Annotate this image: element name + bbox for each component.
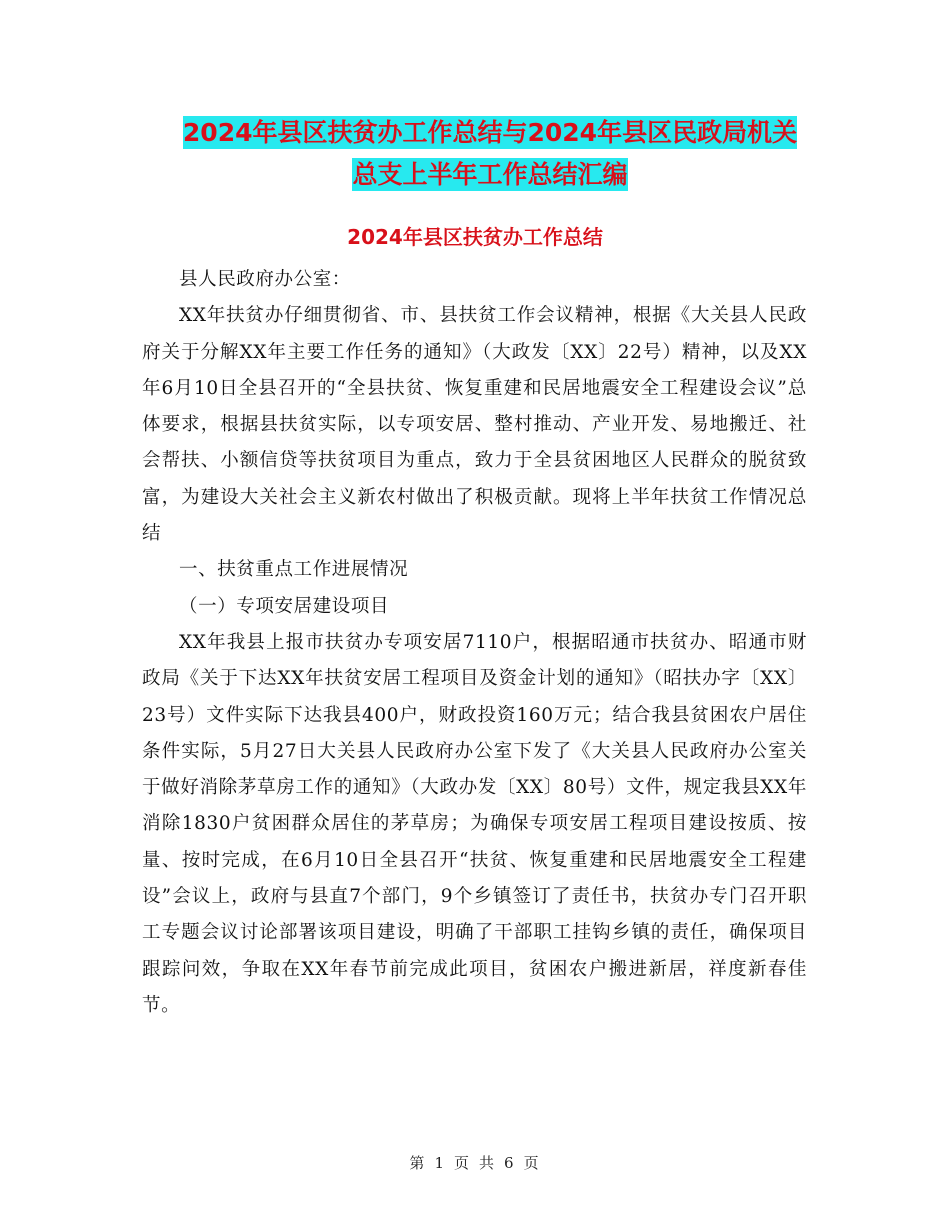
page-label: 第 bbox=[409, 1154, 427, 1172]
page-label: 页 bbox=[523, 1154, 541, 1172]
page-label: 页 bbox=[453, 1154, 471, 1172]
paragraph: XX年扶贫办仔细贯彻省、市、县扶贫工作会议精神，根据《大关县人民政府关于分解XX年主要工作任务的通知》（大政发〔XX〕22号）精神，以及XX年6月10日全县召开的“全县扶贫、恢复重建和民居地震安全工程建设会议”总体要求，根据县扶贫实际，以专项安居、整村推动、产业开发、易地搬迁、社会帮扶、小额信贷等扶贫项目为重点，致力于全县贫困地区人民群众的脱贫致富，为建设大关社会主义新农村做出了积极贡献。现将上半年扶贫工作情况总结 bbox=[142, 305, 807, 545]
subheading: 一、扶贫重点工作进展情况 bbox=[179, 559, 409, 581]
paragraph: XX年我县上报市扶贫办专项安居7110户，根据昭通市扶贫办、昭通市财政局《关于下达XX年扶贫安居工程项目及资金计划的通知》（昭扶办字〔XX〕23号）文件实际下达我县400户，财政投资160万元；结合我县贫困农户居住条件实际，5月27日大关县人民政府办公室下发了《大关县人民政府办公室关于做好消除茅草房工作的通知》（大政办发〔XX〕80号）文件，规定我县XX年消除1830户贫困群众居住的茅草房；为确保专项安居工程项目建设按质、按量、按时完成，在6月10日全县召开“扶贫、恢复重建和民居地震安全工程建设”会议上，政府与县直7个部门，9个乡镇签订了责任书，扶贫办专门召开职工专题会议讨论部署该项目建设，明确了干部职工挂钩乡镇的责任，确保项目跟踪问效，争取在XX年春节前完成此项目，贫困农户搬进新居，祥度新春佳节。 bbox=[142, 631, 807, 1016]
addressee: 县人民政府办公室： bbox=[179, 269, 351, 290]
page-total: 6 bbox=[504, 1154, 516, 1172]
page-number: 1 bbox=[434, 1154, 446, 1172]
document-title-line-1: 2024年县区扶贫办工作总结与2024年县区民政局机关 bbox=[182, 118, 798, 147]
page-label: 共 bbox=[479, 1154, 497, 1172]
document-title bbox=[140, 112, 840, 196]
subheading: （一）专项安居建设项目 bbox=[179, 595, 390, 617]
document-title-line-2: 总支上半年工作总结汇编 bbox=[352, 160, 628, 189]
page-footer bbox=[0, 1152, 950, 1173]
section-heading: 2024年县区扶贫办工作总结 bbox=[347, 225, 603, 249]
document-body bbox=[142, 262, 807, 1024]
